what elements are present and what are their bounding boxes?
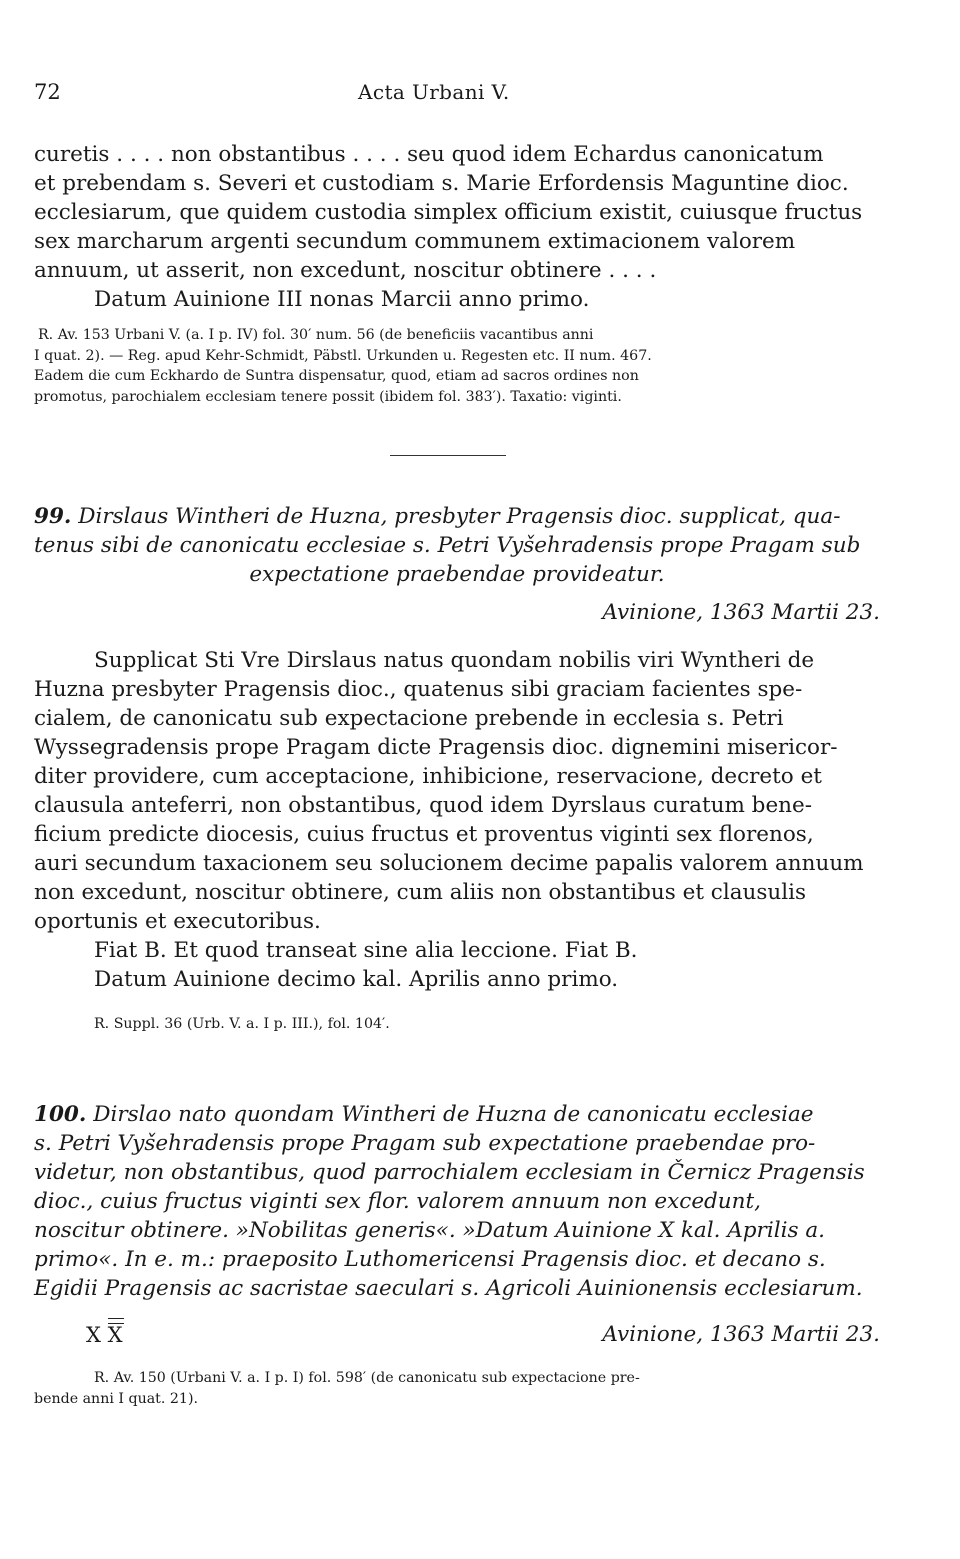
heading-line: Egidii Pragensis ac sacristae saeculari s. Agricoli Auinionensis ecclesiarum.	[34, 1276, 863, 1301]
entry-99-body	[34, 646, 880, 994]
datum-line: Datum Auinione decimo kal. Aprilis anno primo.	[94, 967, 619, 992]
section-divider	[390, 455, 506, 456]
text-line: Wyssegradensis prope Pragam dicte Pragensis dioc. dignemini misericor-	[34, 735, 838, 760]
text-line: ficium predicte diocesis, cuius fructus et proventus viginti sex florenos,	[34, 822, 814, 847]
heading-line: primo«. In e. m.: praeposito Luthomericensi Pragensis dioc. et decano s.	[34, 1247, 826, 1272]
text-line: sex marcharum argenti secundum communem extimacionem valorem	[34, 229, 796, 254]
entry-number: 100.	[34, 1102, 87, 1127]
text-line: Supplicat Sti Vre Dirslaus natus quondam nobilis viri Wyntheri de	[94, 648, 815, 673]
fiat-line: Fiat B. Et quod transeat sine alia leccione. Fiat B.	[94, 938, 638, 963]
heading-line: expectatione praebendae provideatur.	[249, 562, 665, 587]
note-line: bende anni I quat. 21).	[34, 1390, 198, 1407]
entry-100-heading	[34, 1100, 880, 1303]
text-line: ecclesiarum, que quidem custodia simplex officium existit, cuiusque fructus	[34, 200, 863, 225]
note-line: Eadem die cum Eckhardo de Suntra dispensatur, quod, etiam ad sacros ordines non	[34, 368, 639, 384]
entry-100-note	[34, 1368, 880, 1409]
page-number: 72	[34, 80, 61, 104]
text-line: diter providere, cum acceptacione, inhibicione, reservacione, decreto et	[34, 764, 822, 789]
note-line: promotus, parochialem ecclesiam tenere possit (ibidem fol. 383′). Taxatio: viginti.	[34, 388, 622, 405]
heading-line: Dirslao nato quondam Wintheri de Huzna de canonicatu ecclesiae	[93, 1102, 814, 1127]
text-line: cialem, de canonicatu sub expectacione prebende in ecclesia s. Petri	[34, 706, 784, 731]
entry-99-place-date: Avinione, 1363 Martii 23.	[602, 600, 880, 625]
note-line: R. Av. 153 Urbani V. (a. I p. IV) fol. 30′ num. 56 (de beneficiis vacantibus anni	[38, 327, 594, 343]
entry-98-text	[34, 140, 880, 314]
note-line: I quat. 2). — Reg. apud Kehr-Schmidt, Päbstl. Urkunden u. Regesten etc. II num. 467.	[34, 347, 652, 364]
running-title: Acta Urbani V.	[358, 80, 510, 104]
entry-99-note: R. Suppl. 36 (Urb. V. a. I p. III.), fol. 104′.	[94, 1016, 390, 1032]
text-line: annuum, ut asserit, non excedunt, noscitur obtinere . . . .	[34, 258, 657, 283]
heading-line: tenus sibi de canonicatu ecclesiae s. Petri Vyšehradensis prope Pragam sub	[34, 533, 861, 558]
entry-number: 99.	[34, 504, 72, 529]
entry-100-place-date: Avinione, 1363 Martii 23.	[602, 1322, 880, 1347]
heading-line: s. Petri Vyšehradensis prope Pragam sub expectatione praebendae pro-	[34, 1131, 816, 1156]
note-line: R. Av. 150 (Urbani V. a. I p. I) fol. 598′ (de canonicatu sub expectacione pre-	[94, 1370, 640, 1386]
text-line: curetis . . . . non obstantibus . . . . seu quod idem Echardus canonicatum	[34, 142, 824, 167]
taxation-mark-text: X X	[86, 1323, 123, 1347]
heading-line: Dirslaus Wintheri de Huzna, presbyter Pragensis dioc. supplicat, qua-	[78, 504, 841, 529]
page-header	[34, 80, 924, 110]
heading-line: noscitur obtinere. »Nobilitas generis«. »Datum Auinione X kal. Aprilis a.	[34, 1218, 825, 1243]
datum-line: Datum Auinione III nonas Marcii anno primo.	[94, 287, 590, 312]
text-line: auri secundum taxacionem seu solucionem decime papalis valorem annuum	[34, 851, 864, 876]
entry-99-heading	[34, 502, 880, 589]
text-line: non excedunt, noscitur obtinere, cum aliis non obstantibus et clausulis	[34, 880, 807, 905]
text-line: oportunis et executoribus.	[34, 909, 321, 934]
heading-line: videtur, non obstantibus, quod parrochialem ecclesiam in Černicz Pragensis	[34, 1160, 865, 1185]
text-line: clausula anteferri, non obstantibus, quod idem Dyrslaus curatum bene-	[34, 793, 812, 818]
heading-line: dioc., cuius fructus viginti sex flor. valorem annuum non excedunt,	[34, 1189, 761, 1214]
entry-98-note	[34, 325, 880, 407]
text-line: et prebendam s. Severi et custodiam s. Marie Erfordensis Maguntine dioc.	[34, 171, 849, 196]
text-line: Huzna presbyter Pragensis dioc., quatenus sibi graciam facientes spe-	[34, 677, 803, 702]
